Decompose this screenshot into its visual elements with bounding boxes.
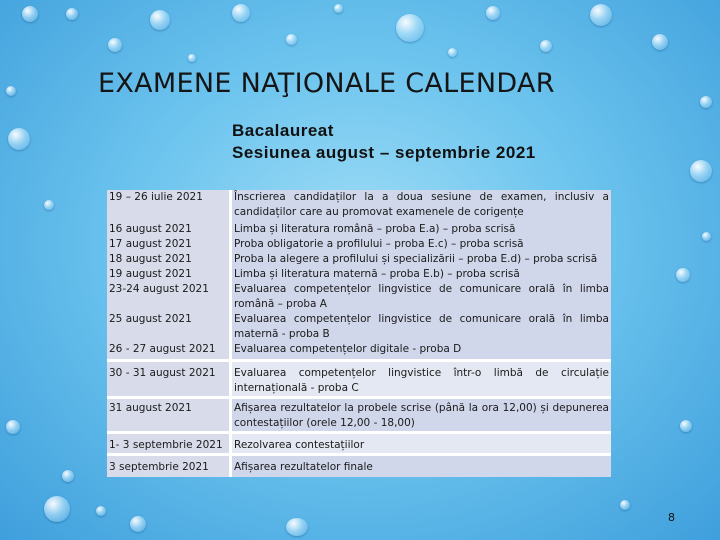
water-drop-decoration: [44, 496, 70, 522]
table-row: [107, 361, 611, 398]
date-text: 18 august 2021: [109, 253, 192, 265]
slide-title: EXAMENE NAŢIONALE CALENDAR: [98, 68, 555, 99]
water-drop-decoration: [8, 128, 30, 150]
date-text: 23-24 august 2021: [109, 283, 209, 295]
water-drop-decoration: [6, 420, 20, 434]
subtitle-line-2: Sesiunea august – septembrie 2021: [232, 143, 536, 162]
date-cell: [107, 222, 231, 361]
water-drop-decoration: [396, 14, 424, 42]
water-drop-decoration: [108, 38, 122, 52]
date-text: 25 august 2021: [109, 313, 192, 325]
description-cell: Evaluarea competențelor lingvistice într-o limbă de circulație internațională - proba C: [231, 361, 612, 398]
date-text: 31 august 2021: [109, 402, 192, 414]
water-drop-decoration: [22, 6, 38, 22]
description-cell: Înscrierea candidaților la a doua sesiune de examen, inclusiv a candidaților care au promovat examenele de corigențe: [231, 190, 612, 222]
table-row: [107, 190, 611, 222]
exam-line: Evaluarea competențelor digitale - proba D: [234, 343, 462, 355]
date-cell: [107, 190, 231, 222]
date-cell: [107, 398, 231, 433]
date-cell: [107, 455, 231, 478]
slide-subtitle: [232, 120, 612, 164]
water-drop-decoration: [232, 4, 250, 22]
date-text: 1- 3 septembrie 2021: [109, 439, 223, 451]
water-drop-decoration: [286, 34, 297, 45]
water-drop-decoration: [286, 518, 308, 536]
water-drop-decoration: [334, 4, 343, 13]
table-row: [107, 455, 611, 478]
date-cell: [107, 433, 231, 455]
water-drop-decoration: [96, 506, 106, 516]
water-drop-decoration: [676, 268, 690, 282]
description-cell: Rezolvarea contestațiilor: [231, 433, 612, 455]
subtitle-line-1: Bacalaureat: [232, 121, 334, 140]
water-drop-decoration: [188, 54, 196, 62]
exam-line: Evaluarea competențelor lingvistice de comunicare orală în limba română – proba A: [234, 283, 609, 310]
water-drop-decoration: [62, 470, 74, 482]
description-cell: [231, 222, 612, 361]
date-text: 16 august 2021: [109, 223, 192, 235]
table-row: [107, 398, 611, 433]
date-text: 19 – 26 iulie 2021: [109, 191, 203, 203]
water-drop-decoration: [66, 8, 78, 20]
water-drop-decoration: [150, 10, 170, 30]
table-row: [107, 433, 611, 455]
water-drop-decoration: [130, 516, 146, 532]
exam-line: Limba și literatura maternă – proba E.b) – proba scrisă: [234, 268, 520, 280]
water-drop-decoration: [702, 232, 711, 241]
description-cell: Afișarea rezultatelor finale: [231, 455, 612, 478]
table-row: [107, 222, 611, 361]
water-drop-decoration: [486, 6, 500, 20]
exam-line: Limba și literatura română – proba E.a) – proba scrisă: [234, 223, 516, 235]
exam-line: Proba la alegere a profilului și specializării – proba E.d) – proba scrisă: [234, 253, 598, 265]
date-cell: [107, 361, 231, 398]
water-drop-decoration: [680, 420, 692, 432]
exam-calendar-table: [107, 190, 611, 477]
date-text: 26 - 27 august 2021: [109, 343, 216, 355]
date-text: 3 septembrie 2021: [109, 461, 209, 473]
date-text: 19 august 2021: [109, 268, 192, 280]
description-cell: Afișarea rezultatelor la probele scrise (până la ora 12,00) și depunerea contestațiilor (orele 12,00 - 18,00): [231, 398, 612, 433]
water-drop-decoration: [540, 40, 552, 52]
water-drop-decoration: [448, 48, 457, 57]
water-drop-decoration: [700, 96, 712, 108]
water-drop-decoration: [652, 34, 668, 50]
page-number: 8: [668, 511, 675, 524]
water-drop-decoration: [620, 500, 630, 510]
water-drop-decoration: [6, 86, 16, 96]
water-drop-decoration: [590, 4, 612, 26]
date-text: 17 august 2021: [109, 238, 192, 250]
exam-line: Evaluarea competențelor lingvistice de comunicare orală în limba maternă - proba B: [234, 313, 609, 340]
water-drop-decoration: [44, 200, 54, 210]
exam-line: Proba obligatorie a profilului – proba E.c) – proba scrisă: [234, 238, 524, 250]
date-text: 30 - 31 august 2021: [109, 367, 216, 379]
water-drop-decoration: [690, 160, 712, 182]
